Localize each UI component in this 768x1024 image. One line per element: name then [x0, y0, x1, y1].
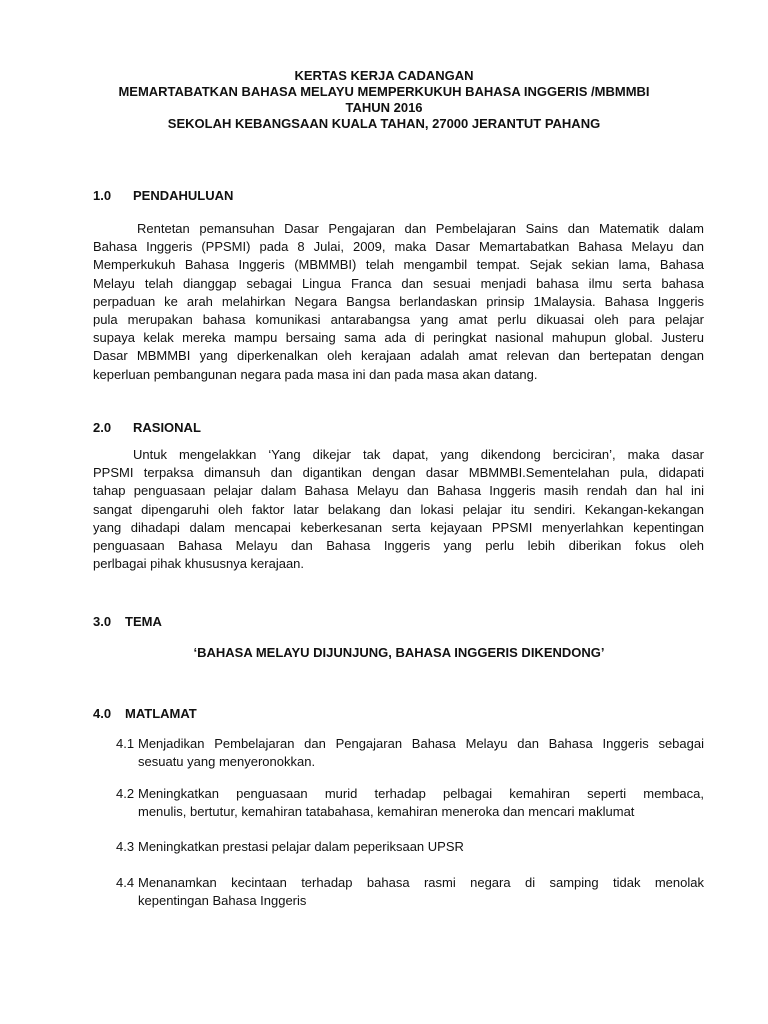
- paragraph-line: tahap penguasaan pelajar dalam Bahasa Melayu dan Bahasa Inggeris masih rendah dan hal ini: [93, 483, 704, 499]
- goal-number: 4.1: [116, 736, 135, 751]
- section-number: 2.0: [93, 420, 112, 435]
- goal-line: Menanamkan kecintaan terhadap bahasa rasmi negara di samping tidak menolak: [138, 875, 704, 890]
- goal-line: Menjadikan Pembelajaran dan Pengajaran Bahasa Melayu dan Bahasa Inggeris sebagai: [138, 736, 704, 751]
- section-heading-pendahuluan: [93, 188, 233, 204]
- paragraph-line: Untuk mengelakkan ‘Yang dikejar tak dapat, yang dikendong berciciran’, maka dasar: [133, 447, 704, 462]
- goal-item: [116, 785, 704, 821]
- section-number: 4.0: [93, 706, 112, 721]
- paragraph-rasional: [93, 446, 704, 573]
- paragraph-line: pula merupakan bahasa komunikasi antarabangsa yang amat perlu dikuasai oleh para pelajar: [93, 312, 704, 328]
- theme-statement: ‘BAHASA MELAYU DIJUNJUNG, BAHASA INGGERIS DIKENDONG’: [193, 645, 605, 660]
- paragraph-line: Dasar MBMMBI yang diperkenalkan oleh kerajaan adalah amat relevan dan bertepatan dengan: [93, 348, 704, 364]
- paragraph-line: perlbagai pihak khususnya kerajaan.: [93, 556, 305, 572]
- paragraph-line: yang dihadapi dalam mencapai keberkesanan serta kejayaan PPSMI menyerlahkan kepentingan: [93, 519, 704, 535]
- title-line-3: TAHUN 2016: [345, 100, 423, 115]
- goal-item: [116, 874, 704, 910]
- title-line-2: MEMARTABATKAN BAHASA MELAYU MEMPERKUKUH BAHASA INGGERIS /MBMMBI: [118, 84, 650, 99]
- section-heading-rasional: [93, 420, 201, 436]
- section-label: MATLAMAT: [125, 706, 197, 721]
- section-heading-matlamat: [93, 706, 197, 722]
- paragraph-line: sangat dipengaruhi oleh faktor latar belakang dan lokasi pelajar itu sendiri. Kekangan-kekangan: [93, 501, 704, 517]
- title-line-1: KERTAS KERJA CADANGAN: [294, 68, 474, 83]
- goal-number: 4.3: [116, 839, 135, 854]
- goal-line: menulis, bertutur, kemahiran tatabahasa, kemahiran meneroka dan mencari maklumat: [138, 804, 635, 820]
- goal-line: Meningkatkan prestasi pelajar dalam peperiksaan UPSR: [138, 839, 464, 854]
- goal-item: [116, 735, 704, 771]
- goal-line: sesuatu yang menyeronokkan.: [138, 754, 316, 770]
- paragraph-line: perpaduan ke arah melahirkan Negara Bangsa berlandaskan prinsip 1Malaysia. Bahasa Inggeris: [93, 293, 704, 309]
- section-label: PENDAHULUAN: [133, 188, 234, 203]
- paragraph-line: penguasaan Bahasa Melayu dan Bahasa Inggeris yang perlu lebih diberikan fokus oleh: [93, 538, 704, 554]
- paragraph-line: PPSMI terpaksa dimansuh dan digantikan dengan dasar MBMMBI.Sementelahan pula, didapati: [93, 465, 704, 481]
- paragraph-pendahuluan: [93, 220, 704, 384]
- section-number: 3.0: [93, 614, 112, 629]
- section-label: TEMA: [125, 614, 162, 629]
- paragraph-line: Rentetan pemansuhan Dasar Pengajaran dan Pembelajaran Sains dan Matematik dalam: [137, 221, 704, 236]
- goal-number: 4.4: [116, 875, 135, 890]
- goal-line: Meningkatkan penguasaan murid terhadap pelbagai kemahiran seperti membaca,: [138, 786, 704, 801]
- paragraph-line: Melayu telah dianggap sebagai Lingua Franca dan sesuai menjadi bahasa ilmu serta bahasa: [93, 275, 704, 291]
- title-line-4: SEKOLAH KEBANGSAAN KUALA TAHAN, 27000 JERANTUT PAHANG: [167, 116, 601, 131]
- section-number: 1.0: [93, 188, 112, 203]
- section-heading-tema: [93, 614, 162, 630]
- goal-number: 4.2: [116, 786, 135, 801]
- paragraph-line: Memperkukuh Bahasa Inggeris (MBMMBI) telah mengambil tempat. Sejak sekian lama, Bahasa: [93, 257, 704, 273]
- goal-line: kepentingan Bahasa Inggeris: [138, 893, 307, 909]
- paragraph-line: Bahasa Inggeris (PPSMI) pada 8 Julai, 2009, maka Dasar Memartabatkan Bahasa Melayu dan: [93, 239, 704, 255]
- paragraph-line: supaya kelak mereka mampu bersaing sama ada di peringkat nasional mahupun global. Justeru: [93, 330, 704, 346]
- paragraph-line: keperluan pembangunan negara pada masa ini dan pada masa akan datang.: [93, 366, 538, 382]
- goal-item: [116, 838, 704, 856]
- document-title: [0, 68, 768, 132]
- section-label: RASIONAL: [133, 420, 201, 435]
